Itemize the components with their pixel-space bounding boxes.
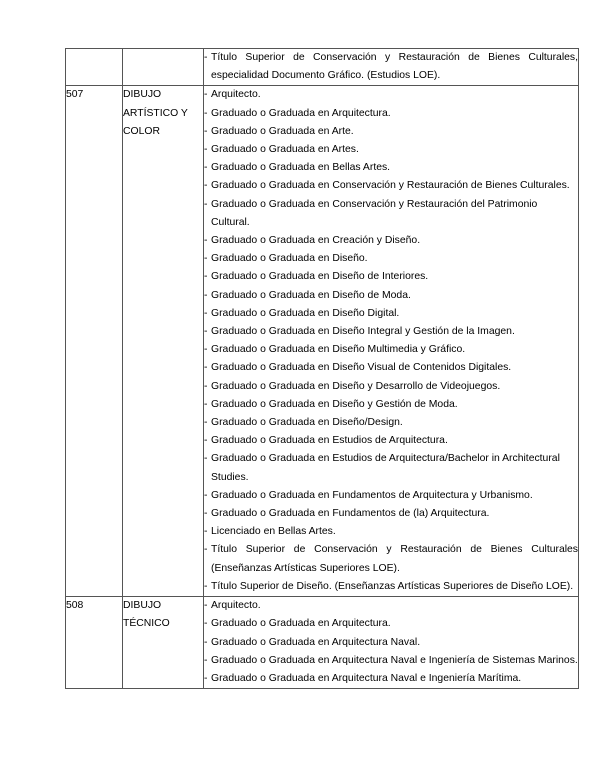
- list-dash: -: [204, 125, 208, 137]
- list-dash: -: [204, 344, 208, 356]
- qualification-text: Graduado o Graduada en Diseño Multimedia y Gráfico.: [211, 344, 466, 356]
- list-dash: -: [204, 307, 208, 319]
- list-dash: -: [204, 380, 208, 392]
- list-dash: -: [204, 654, 208, 666]
- qualification-item: [204, 670, 578, 688]
- list-dash: -: [204, 417, 208, 429]
- qualification-text: Graduado o Graduada en Arquitectura.: [211, 618, 391, 630]
- qualification-text: Graduado o Graduada en Fundamentos de Arquitectura y Urbanismo.: [211, 489, 533, 501]
- qualification-text: Graduado o Graduada en Arquitectura.: [211, 107, 391, 119]
- qualification-text: Arquitecto.: [211, 600, 261, 612]
- qualifications-list: [204, 86, 579, 597]
- table-row: [66, 86, 579, 597]
- qualification-text: Graduado o Graduada en Creación y Diseño.: [211, 235, 421, 247]
- qualification-item: [204, 414, 578, 432]
- table-row: [66, 49, 579, 86]
- qualification-text: Graduado o Graduada en Conservación y Restauración de Bienes Culturales.: [211, 180, 570, 192]
- qualification-item: [204, 105, 578, 123]
- qualification-text: Graduado o Graduada en Diseño Digital.: [211, 307, 400, 319]
- qualification-item: [204, 541, 578, 577]
- qualification-text: Arquitecto.: [211, 89, 261, 101]
- qualification-item: [204, 341, 578, 359]
- qualification-text: Graduado o Graduada en Conservación y Restauración del Patrimonio Cultural.: [211, 198, 538, 228]
- list-dash: -: [204, 271, 208, 283]
- subject-name: [123, 49, 204, 86]
- qualification-text: Graduado o Graduada en Diseño/Design.: [211, 417, 403, 429]
- qualification-text: Graduado o Graduada en Bellas Artes.: [211, 162, 391, 174]
- subject-name-line: DIBUJO: [123, 89, 162, 101]
- qualification-item: [204, 634, 578, 652]
- qualification-item: [204, 250, 578, 268]
- qualification-item: [204, 49, 578, 85]
- list-dash: -: [204, 289, 208, 301]
- subject-code: 508: [66, 597, 123, 689]
- list-dash: -: [204, 489, 208, 501]
- qualification-text: Graduado o Graduada en Artes.: [211, 144, 359, 156]
- qualification-text: Licenciado en Bellas Artes.: [211, 526, 336, 538]
- qualification-text: Graduado o Graduada en Diseño Visual de Contenidos Digitales.: [211, 362, 512, 374]
- list-dash: -: [204, 162, 208, 174]
- qualification-item: [204, 305, 578, 323]
- list-dash: -: [204, 52, 208, 63]
- titles-table: [65, 48, 579, 689]
- qualification-item: [204, 652, 578, 670]
- qualification-item: [204, 177, 578, 195]
- qualification-text: Graduado o Graduada en Arquitectura Naval e Ingeniería Marítima.: [211, 672, 522, 684]
- qualification-item: [204, 396, 578, 414]
- qualification-text: Graduado o Graduada en Estudios de Arquitectura.: [211, 435, 448, 447]
- subject-name: [123, 597, 204, 689]
- table-body: [66, 49, 579, 689]
- list-dash: -: [204, 600, 208, 612]
- qualification-item: [204, 505, 578, 523]
- qualification-text: Graduado o Graduada en Diseño de Moda.: [211, 289, 411, 301]
- list-dash: -: [204, 235, 208, 247]
- qualification-text: Título Superior de Diseño. (Enseñanzas Artísticas Superiores de Diseño LOE).: [211, 580, 574, 592]
- list-dash: -: [204, 544, 208, 556]
- qualification-item: [204, 323, 578, 341]
- list-dash: -: [204, 326, 208, 338]
- qualification-text: Graduado o Graduada en Diseño y Gestión de Moda.: [211, 398, 458, 410]
- qualification-item: [204, 232, 578, 250]
- list-dash: -: [204, 508, 208, 520]
- qualification-item: [204, 123, 578, 141]
- qualification-item: [204, 359, 578, 377]
- qualifications-list: [204, 597, 579, 689]
- qualification-item: [204, 450, 578, 486]
- table-row: [66, 597, 579, 689]
- list-dash: -: [204, 180, 208, 192]
- subject-code: 507: [66, 86, 123, 597]
- qualification-text: Graduado o Graduada en Estudios de Arquitectura/Bachelor in Architectural Studies.: [211, 453, 560, 483]
- qualification-text: Título Superior de Conservación y Restauración de Bienes Culturales, especialidad Documento Gráfico. (Estudios LOE).: [211, 52, 578, 82]
- qualification-text: Graduado o Graduada en Fundamentos de (la) Arquitectura.: [211, 508, 490, 520]
- qualification-text: Graduado o Graduada en Diseño y Desarrollo de Videojuegos.: [211, 380, 501, 392]
- qualification-item: [204, 578, 578, 596]
- qualification-item: [204, 597, 578, 615]
- list-dash: -: [204, 435, 208, 447]
- subject-name-line: DIBUJO: [123, 600, 162, 612]
- list-dash: -: [204, 526, 208, 538]
- list-dash: -: [204, 107, 208, 119]
- subject-name-line: TÉCNICO: [123, 618, 170, 630]
- qualification-item: [204, 141, 578, 159]
- qualification-item: [204, 196, 578, 232]
- qualification-text: Graduado o Graduada en Arquitectura Naval.: [211, 636, 421, 648]
- qualification-item: [204, 378, 578, 396]
- qualification-item: [204, 523, 578, 541]
- list-dash: -: [204, 672, 208, 684]
- list-dash: -: [204, 253, 208, 265]
- qualification-text: Graduado o Graduada en Arquitectura Naval e Ingeniería de Sistemas Marinos.: [211, 654, 578, 666]
- subject-name-line: COLOR: [123, 125, 160, 137]
- qualification-item: [204, 487, 578, 505]
- qualification-item: [204, 615, 578, 633]
- list-dash: -: [204, 144, 208, 156]
- qualification-text: Título Superior de Conservación y Restauración de Bienes Culturales (Enseñanzas Artísticas Superiores LOE).: [211, 544, 578, 574]
- list-dash: -: [204, 398, 208, 410]
- qualification-text: Graduado o Graduada en Diseño.: [211, 253, 368, 265]
- qualifications-list: [204, 49, 579, 86]
- list-dash: -: [204, 453, 208, 465]
- qualification-text: Graduado o Graduada en Diseño de Interiores.: [211, 271, 429, 283]
- qualification-item: [204, 86, 578, 104]
- list-dash: -: [204, 362, 208, 374]
- subject-name-line: ARTÍSTICO Y: [123, 107, 188, 119]
- subject-name: [123, 86, 204, 597]
- qualification-text: Graduado o Graduada en Diseño Integral y Gestión de la Imagen.: [211, 326, 515, 338]
- qualification-item: [204, 268, 578, 286]
- list-dash: -: [204, 89, 208, 101]
- qualification-item: [204, 287, 578, 305]
- list-dash: -: [204, 636, 208, 648]
- qualification-text: Graduado o Graduada en Arte.: [211, 125, 354, 137]
- subject-code: [66, 49, 123, 86]
- list-dash: -: [204, 198, 208, 210]
- list-dash: -: [204, 580, 208, 592]
- qualification-item: [204, 159, 578, 177]
- qualification-item: [204, 432, 578, 450]
- list-dash: -: [204, 618, 208, 630]
